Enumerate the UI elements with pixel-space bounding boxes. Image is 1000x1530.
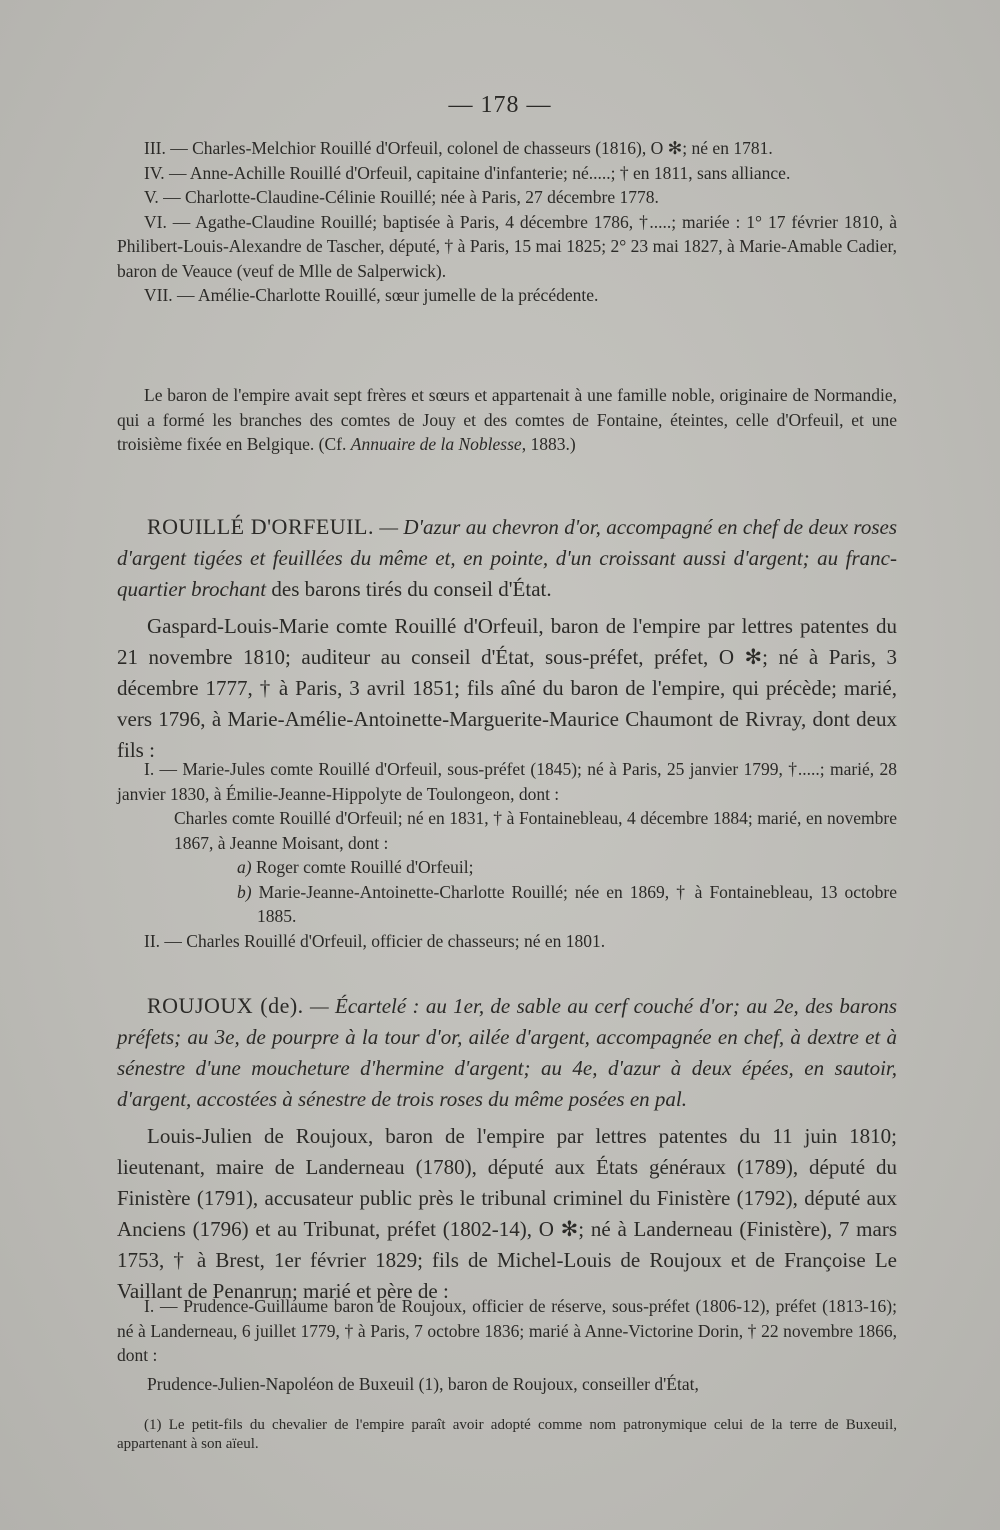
roujoux-grandson: Prudence-Julien-Napoléon de Buxeuil (1), baron de Roujoux, conseiller d'État, (147, 1373, 699, 1394)
child-a-label: a) (237, 857, 252, 877)
entry-iii: III. — Charles-Melchior Rouillé d'Orfeuil, colonel de chasseurs (1816), O ✻; né en 1781. (144, 138, 773, 158)
rouille-descendants (117, 757, 897, 953)
rouille-main-text: Gaspard-Louis-Marie comte Rouillé d'Orfeuil, baron de l'empire par lettres patentes du 21 novembre 1810; auditeur au conseil d'État, sous-préfet, préfet, O ✻; né à Paris, 3 décembre 1777, † à Paris, 3 avril 1851; fils aîné du baron de l'empire, qui précède; marié, vers 1796, à Marie-Amélie-Antoinette-Marguerite-Maurice Chaumont de Rivray, dont deux fils : (117, 614, 897, 762)
entry-iv: IV. — Anne-Achille Rouillé d'Orfeuil, capitaine d'infanterie; né.....; † en 1811, sans alliance. (144, 162, 791, 183)
family-note-reference: Annuaire de la Noblesse (350, 434, 522, 454)
page-number: — 178 — (448, 92, 552, 118)
entry-vi: VI. — Agathe-Claudine Rouillé; baptisée à Paris, 4 décembre 1786, †.....; mariée : 1° 17 février 1810, à Philibert-Louis-Alexandre de Tascher, député, † à Paris, 15 mai 1825; 2° 23 mai 1827, à Marie-Amable Cadier, baron de Veauce (veuf de Mlle de Salperwick). (117, 211, 897, 281)
footnote: (1) Le petit-fils du chevalier de l'empire paraît avoir adopté comme nom patronymique celui de la terre de Buxeuil, appartenant à son aïeul. (117, 1417, 897, 1452)
child-b-text: Marie-Jeanne-Antoinette-Charlotte Rouillé; née en 1869, † à Fontainebleau, 13 octobre 1885. (251, 881, 897, 926)
entry-v: V. — Charlotte-Claudine-Célinie Rouillé; née à Paris, 27 décembre 1778. (144, 187, 659, 207)
roujoux-main-text: Louis-Julien de Roujoux, baron de l'empire par lettres patentes du 11 juin 1810; lieutenant, maire de Landerneau (1780), député aux États généraux (1789), député du Finistère (1791), accusateur public près le tribunal criminel du Finistère (1792), député aux Anciens (1796) et au Tribunat, préfet (1802-14), O ✻; né à Landerneau (Finistère), 7 mars 1753, † à Brest, 1er février 1829; fils de Michel-Louis de Roujoux et de Françoise Le Vaillant de Penanrun; marié et père de : (117, 1124, 897, 1303)
child-b-label: b) (237, 881, 252, 902)
entry-vii: VII. — Amélie-Charlotte Rouillé, sœur jumelle de la précédente. (144, 285, 599, 305)
rouille-section (117, 511, 897, 766)
rouille-son-1: I. — Marie-Jules comte Rouillé d'Orfeuil, sous-préfet (1845); né à Paris, 25 janvier 1799, †.....; marié, 28 janvier 1830, à Émilie-Jeanne-Hippolyte de Toulongeon, dont : (117, 759, 897, 804)
roujoux-heading-name: ROUJOUX (de). (147, 993, 304, 1018)
family-note-paragraph (117, 383, 897, 457)
rouille-grandson-wrap (117, 806, 897, 855)
roujoux-heading (117, 990, 897, 1115)
family-note-text: Le baron de l'empire avait sept frères et sœurs et appartenait à une famille noble, originaire de Normandie, qui a formé les branches des comtes de Jouy et des comtes de Fontaine, éteintes, celle d'Orfeuil, et une troisième fixée en Belgique. (Cf. (117, 385, 897, 454)
rouille-grandson: Charles comte Rouillé d'Orfeuil; né en 1831, † à Fontainebleau, 4 décembre 1884; marié, en novembre 1867, à Jeanne Moisant, dont : (174, 808, 897, 853)
roujoux-heading-arms: — Écartelé : au 1er, de sable au cerf couché d'or; au 2e, des barons préfets; au 3e, de pourpre à la tour d'or, ailée d'argent, accompagnée en chef, à dextre et à sénestre d'une moucheture d'hermine d'argent; au 4e, d'azur à deux épées, en sautoir, d'argent, accostées à sénestre de trois roses du même posées en pal. (117, 994, 897, 1111)
roujoux-son-1: I. — Prudence-Guillaume baron de Roujoux, officier de réserve, sous-préfet (1806-12), préfet (1813-16); né à Landerneau, 6 juillet 1779, † à Paris, 7 octobre 1836; marié à Anne-Victorine Dorin, † 22 novembre 1866, dont : (117, 1296, 897, 1365)
rouille-heading (117, 511, 897, 605)
top-entries (117, 136, 897, 308)
rouille-child-a (117, 855, 897, 880)
rouille-son-2: II. — Charles Rouillé d'Orfeuil, officier de chasseurs; né en 1801. (144, 930, 606, 951)
rouille-heading-arms: — D'azur au chevron d'or, accompagné en chef de deux roses d'argent tigées et feuillées du même et, en pointe, d'un croissant aussi d'argent; au franc-quartier brochant (117, 515, 897, 601)
footnote-area (117, 1416, 897, 1454)
rouille-child-b (117, 880, 897, 929)
rouille-heading-tail: des barons tirés du conseil d'État. (266, 577, 552, 601)
child-a-text: Roger comte Rouillé d'Orfeuil; (251, 857, 474, 877)
family-note (117, 383, 897, 457)
roujoux-section (117, 990, 897, 1307)
family-note-reference-tail: , 1883.) (521, 434, 576, 454)
rouille-heading-name: ROUILLÉ D'ORFEUIL. (147, 514, 374, 539)
roujoux-descendants (117, 1294, 897, 1396)
